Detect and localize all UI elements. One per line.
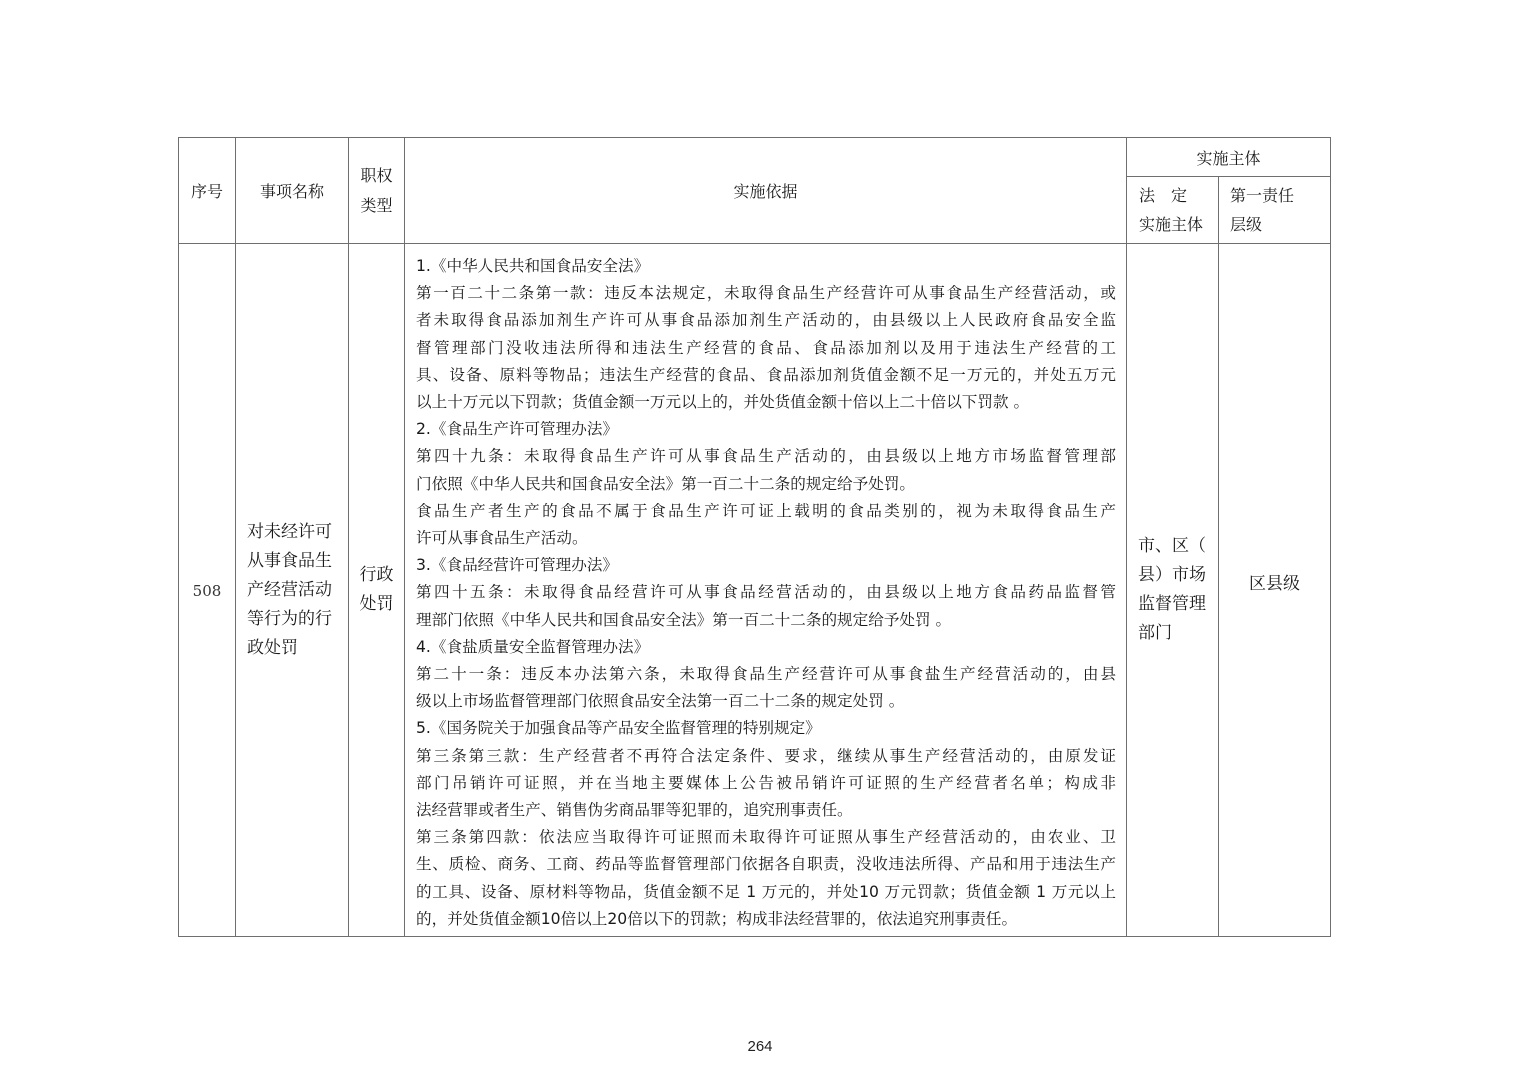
header-seq: 序号 (179, 138, 236, 244)
cell-item-name: 对未经许可 从事食品生 产经营活动 等行为的行 政处罚 (236, 244, 349, 937)
header-legal-subject: 法 定 实施主体 (1127, 177, 1219, 244)
header-subject: 实施主体 (1127, 138, 1331, 177)
header-first-responsibility: 第一责任 层级 (1219, 177, 1331, 244)
header-item-name: 事项名称 (236, 138, 349, 244)
cell-basis: 1.《中华人民共和国食品安全法》 第一百二十二条第一款：违反本法规定，未取得食品生产经营许可从事食品生产经营活动，或 者未取得食品添加剂生产许可从事食品添加剂生产活动的，由县级以上人民政府食品安全监 督管理部门没收违法所得和违法生产经营的食品、食品添加剂以及用于违法生产经营的工 具、设备、原料等物品；违法生产经营的食品、食品添加剂货值金额不足一万元的，并处五万元 以上十万元以下罚款；货值金额一万元以上的，并处货值金额十倍以上二十倍以下罚款 。 2.《食品生产许可管理办法》 第四十九条：未取得食品生产许可从事食品生产活动的，由县级以上地方市场监督管理部 门依照《中华人民共和国食品安全法》第一百二十二条的规定给予处罚。 食品生产者生产的食品不属于食品生产许可证上载明的食品类别的，视为未取得食品生产 许可从事食品生产活动。 3.《食品经营许可管理办法》 第四十五条：未取得食品经营许可从事食品经营活动的，由县级以上地方食品药品监督管 理部门依照《中华人民共和国食品安全法》第一百二十二条的规定给予处罚 。 4.《食盐质量安全监督管理办法》 第二十一条：违反本办法第六条，未取得食品生产经营许可从事食盐生产经营活动的，由县 级以上市场监督管理部门依照食品安全法第一百二十二条的规定处罚 。 5.《国务院关于加强食品等产品安全监督管理的特别规定》 第三条第三款：生产经营者不再符合法定条件、要求，继续从事生产经营活动的，由原发证 部门吊销许可证照，并在当地主要媒体上公告被吊销许可证照的生产经营者名单；构成非 法经营罪或者生产、销售伪劣商品罪等犯罪的，追究刑事责任。 第三条第四款：依法应当取得许可证照而未取得许可证照从事生产经营活动的，由农业、卫 生、质检、商务、工商、药品等监督管理部门依据各自职责，没收违法所得、产品和用于违法生产 的工具、设备、原材料等物品，货值金额不足 1 万元的，并处10 万元罚款；货值金额 1 万元以上 的，并处货值金额10倍以上20倍以下的罚款；构成非法经营罪的，依法追究刑事责任。 (405, 244, 1127, 937)
cell-seq: 508 (179, 244, 236, 937)
table-row (179, 244, 1331, 937)
header-basis: 实施依据 (405, 138, 1127, 244)
page-number: 264 (747, 1038, 773, 1055)
power-list-table (178, 137, 1331, 937)
header-power-type: 职权 类型 (349, 138, 405, 244)
cell-first-responsibility: 区县级 (1219, 244, 1331, 937)
cell-power-type: 行政 处罚 (349, 244, 405, 937)
cell-legal-subject: 市、区（ 县）市场 监督管理 部门 (1127, 244, 1219, 937)
